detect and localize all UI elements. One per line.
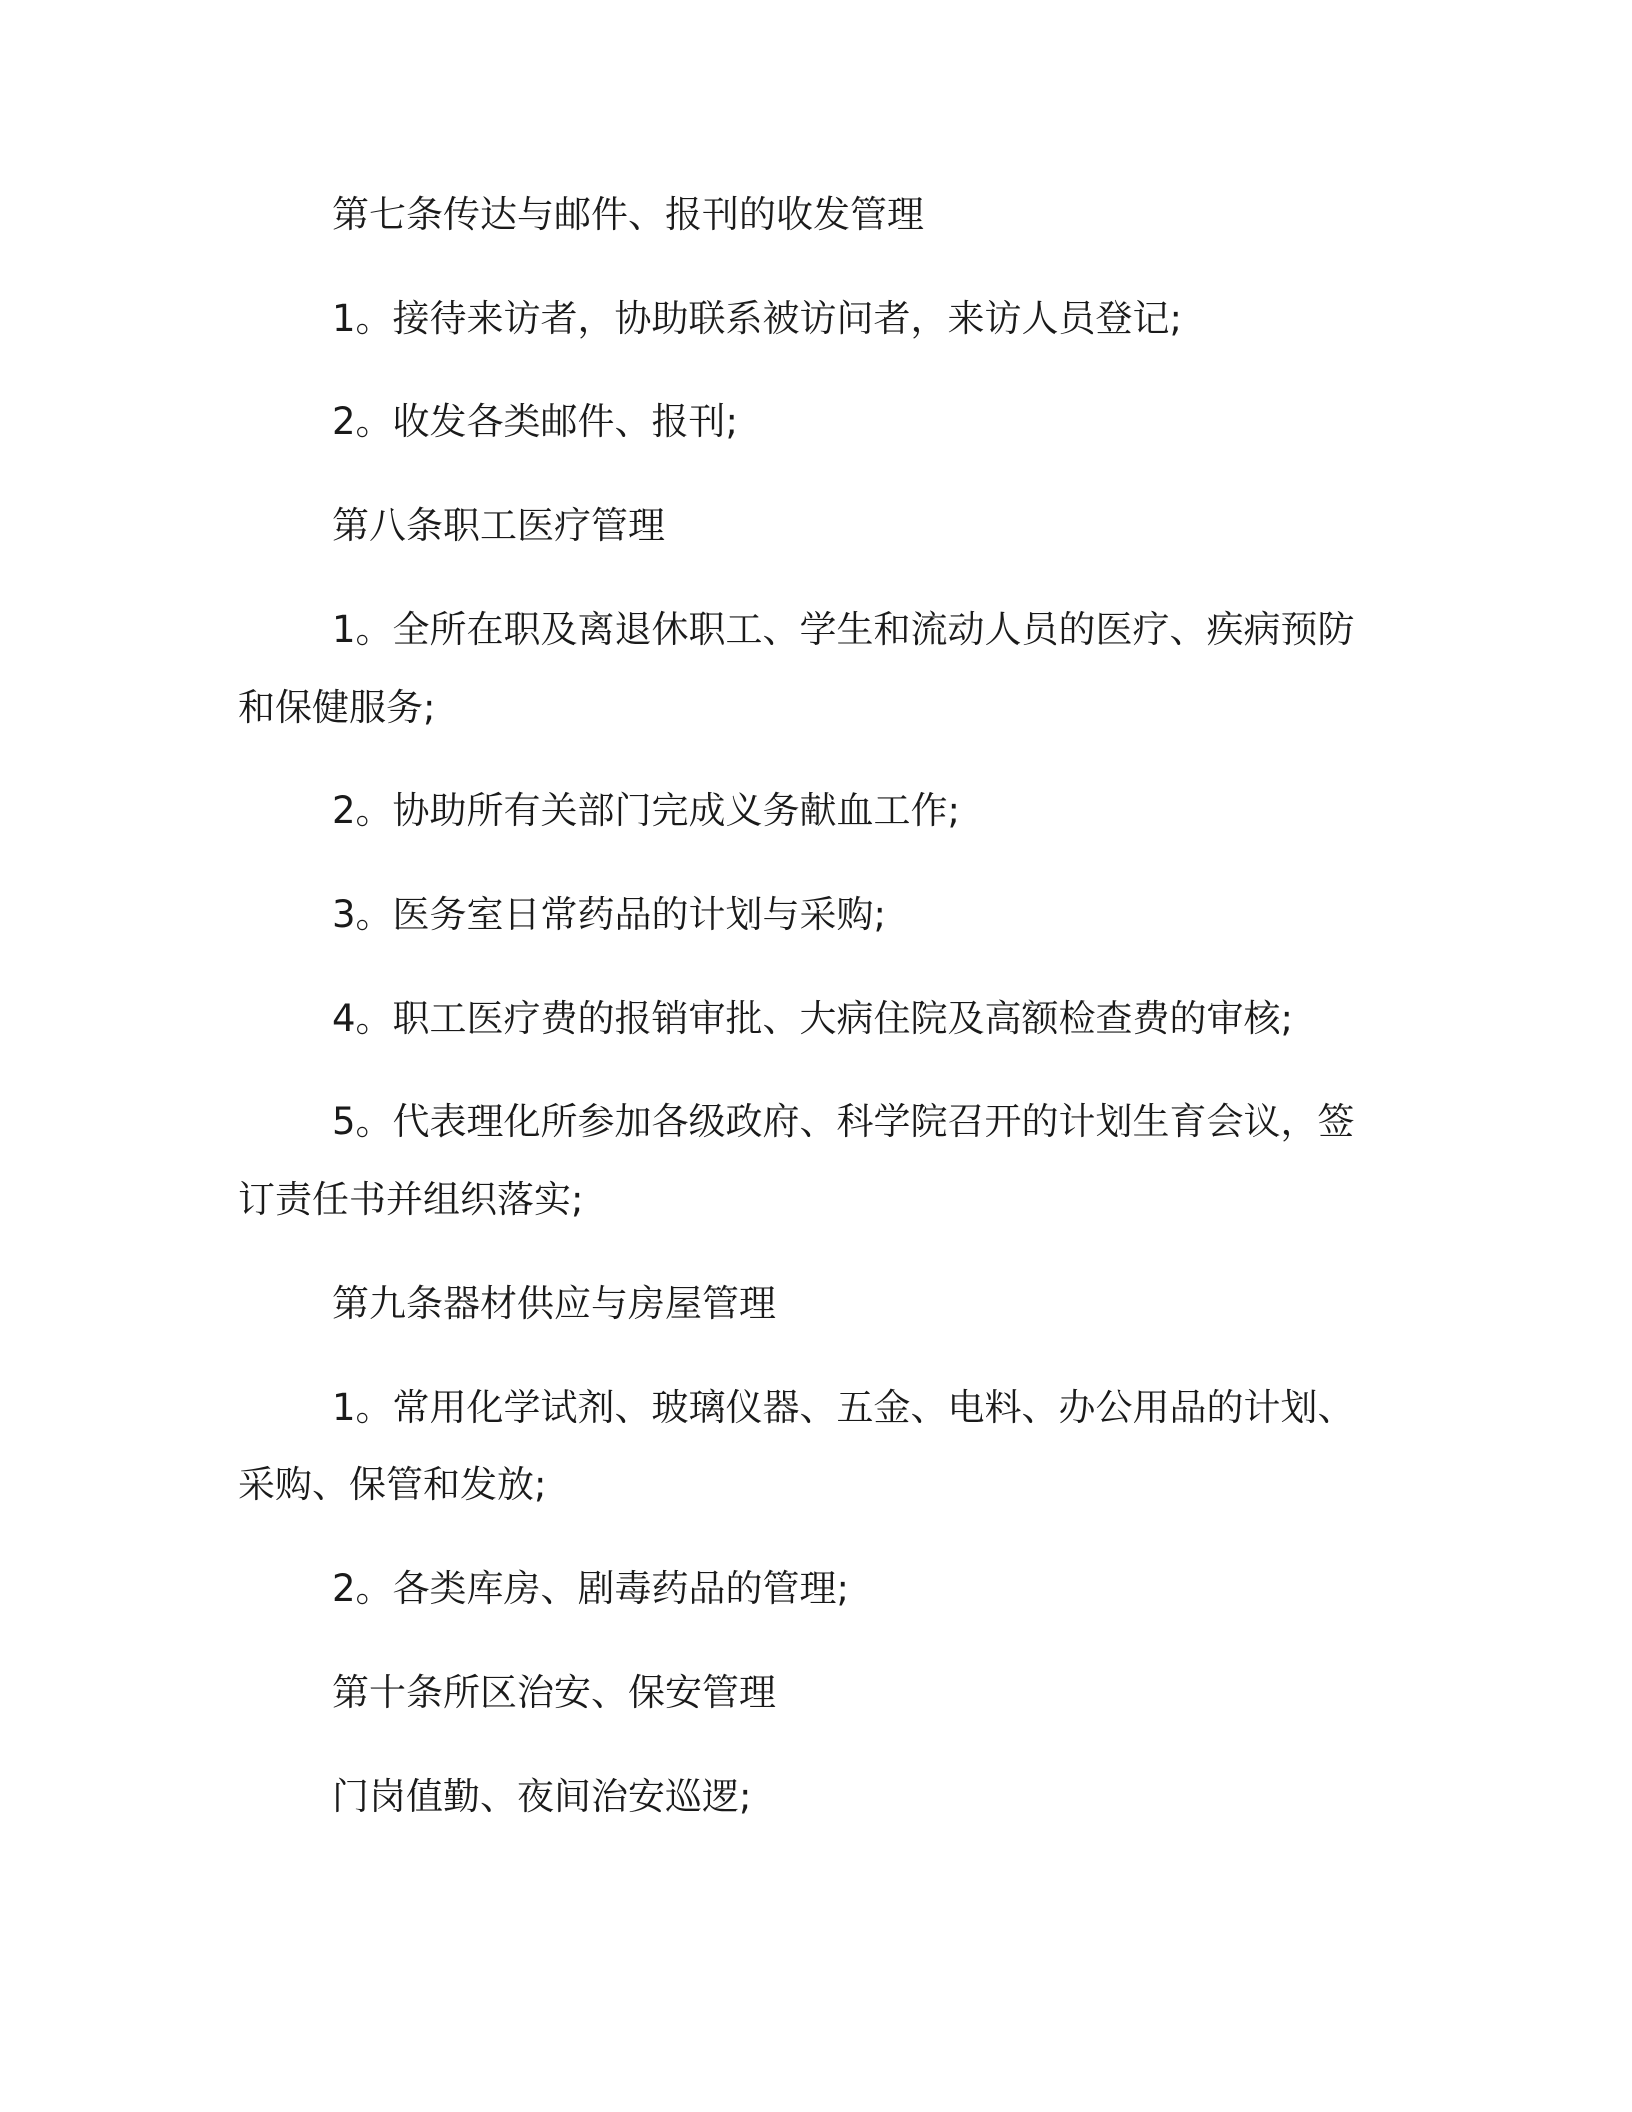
article-10-heading: 第十条所区治安、保安管理 bbox=[332, 1671, 776, 1714]
article-9-item-1-line-1: 1。常用化学试剂、玻璃仪器、五金、电料、办公用品的计划、 bbox=[332, 1386, 1355, 1429]
article-9-item-1-line-2: 采购、保管和发放; bbox=[238, 1463, 547, 1506]
article-8-item-4: 4。职工医疗费的报销审批、大病住院及高额检查费的审核; bbox=[332, 997, 1294, 1040]
article-7-heading: 第七条传达与邮件、报刊的收发管理 bbox=[332, 193, 924, 236]
article-8-item-2: 2。协助所有关部门完成义务献血工作; bbox=[332, 789, 961, 832]
article-8-heading: 第八条职工医疗管理 bbox=[332, 504, 665, 547]
article-7-item-1: 1。接待来访者，协助联系被访问者，来访人员登记; bbox=[332, 297, 1183, 340]
article-8-item-1-line-1: 1。全所在职及离退休职工、学生和流动人员的医疗、疾病预防 bbox=[332, 608, 1355, 651]
article-8-item-3: 3。医务室日常药品的计划与采购; bbox=[332, 893, 887, 936]
article-8-item-5-line-1: 5。代表理化所参加各级政府、科学院召开的计划生育会议，签 bbox=[332, 1100, 1355, 1143]
article-8-item-1-line-2: 和保健服务; bbox=[238, 686, 436, 729]
article-9-item-2: 2。各类库房、剧毒药品的管理; bbox=[332, 1567, 850, 1610]
article-7-item-2: 2。收发各类邮件、报刊; bbox=[332, 400, 739, 443]
article-8-item-5-line-2: 订责任书并组织落实; bbox=[238, 1178, 584, 1221]
article-10-item-1: 门岗值勤、夜间治安巡逻; bbox=[332, 1775, 752, 1818]
article-9-heading: 第九条器材供应与房屋管理 bbox=[332, 1282, 776, 1325]
